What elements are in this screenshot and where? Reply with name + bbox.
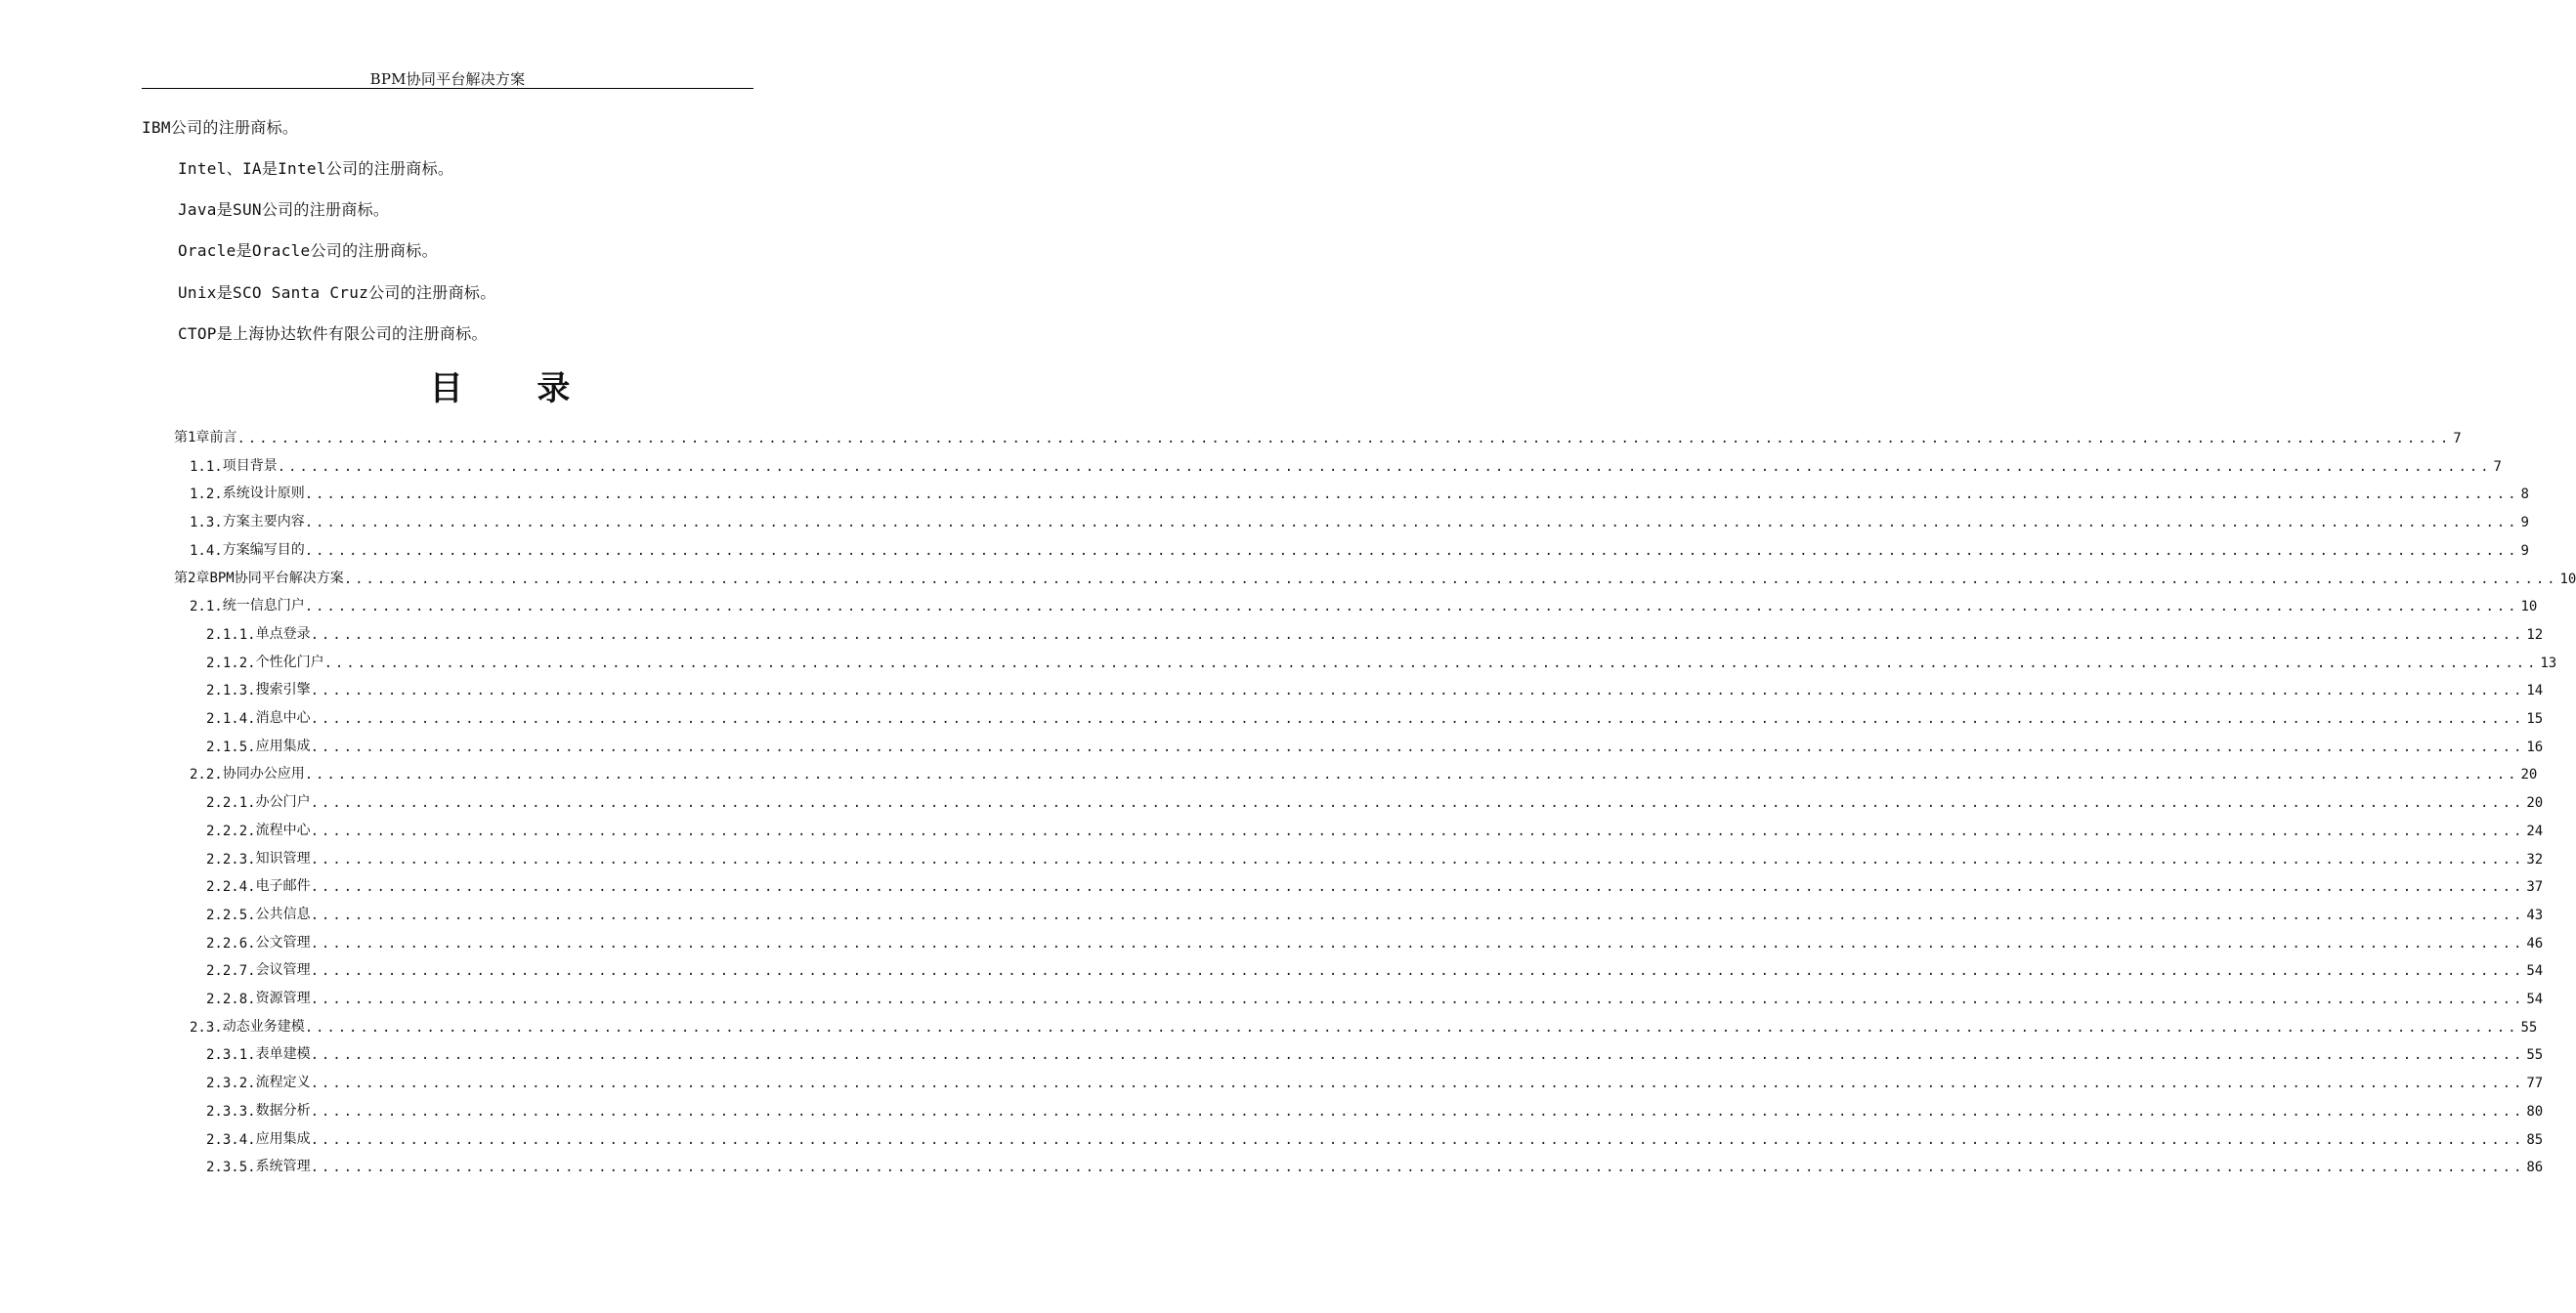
toc-entry-page: 15 bbox=[2526, 711, 2544, 727]
toc-entry-page: 85 bbox=[2526, 1131, 2544, 1148]
toc-dot-leader: ........................................................................................................................................................................................................ bbox=[323, 655, 2539, 671]
toc-dot-leader: ........................................................................................................................................................................................................ bbox=[277, 458, 2492, 475]
toc-dot-leader: ........................................................................................................................................................................................................ bbox=[304, 599, 2519, 615]
toc-entry-page: 37 bbox=[2526, 879, 2544, 896]
trademark-line: Oracle是Oracle公司的注册商标。 bbox=[178, 241, 438, 260]
toc-dot-leader: ........................................................................................................................................................................................................ bbox=[310, 935, 2525, 952]
trademark-line: Java是SUN公司的注册商标。 bbox=[178, 200, 390, 219]
toc-entry-number: 2.3. bbox=[190, 1019, 223, 1036]
toc-entry-title: 协同办公应用 bbox=[222, 766, 305, 783]
trademark-line: IBM公司的注册商标。 bbox=[142, 118, 299, 137]
toc-entry-page: 54 bbox=[2526, 963, 2544, 980]
toc-entry-number: 2.1. bbox=[190, 599, 223, 615]
toc-entry[interactable] bbox=[206, 871, 2544, 896]
toc-entry-title: 应用集成 bbox=[255, 1130, 311, 1147]
toc-entry-page: 9 bbox=[2520, 542, 2529, 559]
toc-entry[interactable] bbox=[206, 787, 2544, 812]
toc-entry[interactable] bbox=[190, 507, 2529, 531]
toc-entry-title: 项目背景 bbox=[222, 457, 278, 474]
toc-entry-title: 消息中心 bbox=[255, 710, 311, 726]
toc-dot-leader: ........................................................................................................................................................................................................ bbox=[304, 487, 2519, 503]
toc-entry-number: 2.2.8. bbox=[206, 992, 256, 1007]
toc-entry[interactable] bbox=[206, 703, 2544, 727]
toc-dot-leader: ........................................................................................................................................................................................................ bbox=[343, 571, 2558, 587]
toc-entry-number: 第1章 bbox=[174, 430, 210, 445]
toc-dot-leader: ........................................................................................................................................................................................................ bbox=[304, 542, 2519, 559]
toc-entry[interactable] bbox=[190, 591, 2538, 615]
toc-entry-page: 46 bbox=[2526, 935, 2544, 952]
toc-entry[interactable] bbox=[190, 479, 2529, 503]
toc-entry-title: 资源管理 bbox=[255, 991, 311, 1006]
toc-entry-number: 1.4. bbox=[190, 542, 223, 559]
toc-entry-number: 2.2.4. bbox=[206, 879, 256, 896]
toc-entry-page: 32 bbox=[2526, 851, 2544, 868]
toc-entry-number: 1.2. bbox=[190, 487, 223, 503]
header-divider bbox=[142, 88, 753, 89]
toc-entry[interactable] bbox=[206, 955, 2544, 980]
trademark-line: Unix是SCO Santa Cruz公司的注册商标。 bbox=[178, 283, 496, 302]
toc-entry-number: 2.2.2. bbox=[206, 823, 256, 839]
toc-entry-title: 系统管理 bbox=[255, 1159, 311, 1175]
toc-entry[interactable] bbox=[206, 1152, 2544, 1176]
toc-entry-title: 搜索引擎 bbox=[255, 682, 311, 699]
toc-entry-page: 10 bbox=[2520, 599, 2538, 615]
toc-entry-page: 20 bbox=[2520, 767, 2538, 784]
toc-entry[interactable] bbox=[206, 732, 2544, 755]
toc-entry-page: 14 bbox=[2526, 683, 2544, 699]
toc-entry[interactable] bbox=[206, 675, 2544, 699]
toc-dot-leader: ........................................................................................................................................................................................................ bbox=[304, 1019, 2519, 1036]
toc-entry-title: 方案主要内容 bbox=[222, 514, 305, 530]
toc-entry-title: 办公门户 bbox=[255, 794, 311, 811]
toc-entry-page: 43 bbox=[2526, 907, 2544, 923]
toc-dot-leader: ........................................................................................................................................................................................................ bbox=[310, 963, 2525, 980]
toc-entry[interactable] bbox=[206, 1068, 2544, 1092]
toc-dot-leader: ........................................................................................................................................................................................................ bbox=[310, 1131, 2525, 1148]
toc-entry-page: 12 bbox=[2526, 626, 2544, 643]
toc-entry-page: 54 bbox=[2526, 992, 2544, 1007]
toc-entry[interactable] bbox=[206, 844, 2544, 868]
toc-title: 目 录 bbox=[429, 369, 573, 408]
toc-dot-leader: ........................................................................................................................................................................................................ bbox=[310, 992, 2525, 1007]
toc-entry-number: 2.2.3. bbox=[206, 851, 256, 868]
toc-entry[interactable] bbox=[206, 1096, 2544, 1120]
toc-entry-number: 2.3.1. bbox=[206, 1047, 256, 1064]
toc-dot-leader: ........................................................................................................................................................................................................ bbox=[310, 739, 2525, 755]
toc-entry[interactable] bbox=[206, 1039, 2544, 1064]
toc-dot-leader: ........................................................................................................................................................................................................ bbox=[310, 907, 2525, 923]
toc-entry-title: 流程中心 bbox=[255, 822, 311, 838]
toc-entry[interactable] bbox=[190, 759, 2538, 784]
header-title: BPM协同平台解决方案 bbox=[369, 70, 526, 88]
toc-entry[interactable] bbox=[190, 1012, 2538, 1036]
toc-entry-title: 公共信息 bbox=[255, 906, 311, 922]
toc-dot-leader: ........................................................................................................................................................................................................ bbox=[310, 851, 2525, 868]
toc-entry-title: 前言 bbox=[209, 430, 237, 445]
toc-entry-title: 个性化门户 bbox=[255, 654, 324, 670]
toc-dot-leader: ........................................................................................................................................................................................................ bbox=[310, 823, 2525, 839]
toc-entry-page: 7 bbox=[2493, 458, 2502, 475]
toc-entry-number: 2.3.4. bbox=[206, 1131, 256, 1148]
toc-entry-page: 55 bbox=[2526, 1047, 2544, 1064]
toc-entry-page: 55 bbox=[2520, 1019, 2538, 1036]
toc-entry-title: 知识管理 bbox=[255, 850, 311, 867]
toc-entry-number: 第2章 bbox=[174, 570, 210, 586]
toc-dot-leader: ........................................................................................................................................................................................................ bbox=[310, 626, 2525, 643]
toc-entry-page: 24 bbox=[2526, 823, 2544, 839]
toc-entry-number: 1.3. bbox=[190, 515, 223, 531]
toc-entry-page: 8 bbox=[2520, 487, 2529, 503]
toc-entry-page: 16 bbox=[2526, 739, 2544, 755]
toc-entry[interactable] bbox=[206, 648, 2557, 671]
toc-dot-leader: ........................................................................................................................................................................................................ bbox=[310, 1103, 2525, 1120]
toc-dot-leader: ........................................................................................................................................................................................................ bbox=[310, 711, 2525, 727]
trademark-line: CTOP是上海协达软件有限公司的注册商标。 bbox=[178, 324, 488, 343]
toc-entry-title: 统一信息门户 bbox=[222, 598, 305, 614]
toc-entry-title: 动态业务建模 bbox=[222, 1018, 305, 1035]
toc-entry[interactable] bbox=[206, 900, 2544, 923]
toc-entry-title: 流程定义 bbox=[255, 1075, 311, 1091]
toc-entry-number: 2.3.3. bbox=[206, 1103, 256, 1120]
toc-entry[interactable] bbox=[206, 816, 2544, 839]
toc-entry-number: 2.1.1. bbox=[206, 626, 256, 643]
toc-entry-number: 2.3.2. bbox=[206, 1076, 256, 1092]
toc-entry-page: 9 bbox=[2520, 515, 2529, 531]
toc-entry-title: 公文管理 bbox=[255, 934, 311, 951]
toc-dot-leader: ........................................................................................................................................................................................................ bbox=[310, 1160, 2525, 1176]
toc-entry-title: 单点登录 bbox=[255, 625, 311, 642]
toc-entry[interactable] bbox=[174, 423, 2462, 446]
toc-entry[interactable] bbox=[206, 984, 2544, 1007]
toc-entry-title: 系统设计原则 bbox=[222, 486, 305, 502]
toc-entry-number: 2.1.5. bbox=[206, 739, 256, 755]
toc-entry-page: 86 bbox=[2526, 1160, 2544, 1176]
toc-entry-page: 20 bbox=[2526, 795, 2544, 812]
toc-entry[interactable] bbox=[206, 619, 2544, 643]
toc-entry-number: 2.1.4. bbox=[206, 711, 256, 727]
toc-entry-page: 80 bbox=[2526, 1103, 2544, 1120]
toc-dot-leader: ........................................................................................................................................................................................................ bbox=[304, 515, 2519, 531]
toc-dot-leader: ........................................................................................................................................................................................................ bbox=[304, 767, 2519, 784]
toc-entry-number: 2.2.5. bbox=[206, 907, 256, 923]
trademark-line: Intel、IA是Intel公司的注册商标。 bbox=[178, 159, 454, 178]
toc-entry-page: 77 bbox=[2526, 1076, 2544, 1092]
toc-entry-title: 表单建模 bbox=[255, 1046, 311, 1063]
toc-entry-title: 方案编写目的 bbox=[222, 541, 305, 558]
toc-entry[interactable] bbox=[174, 564, 2576, 587]
toc-entry-title: 会议管理 bbox=[255, 962, 311, 979]
toc-dot-leader: ........................................................................................................................................................................................................ bbox=[310, 683, 2525, 699]
toc-dot-leader: ........................................................................................................................................................................................................ bbox=[310, 795, 2525, 812]
toc-entry-number: 2.1.3. bbox=[206, 683, 256, 699]
toc-entry[interactable] bbox=[206, 928, 2544, 952]
toc-entry[interactable] bbox=[206, 1124, 2544, 1148]
toc-dot-leader: ........................................................................................................................................................................................................ bbox=[236, 431, 2452, 446]
toc-entry-number: 2.2.7. bbox=[206, 963, 256, 980]
toc-entry-number: 2.1.2. bbox=[206, 655, 256, 671]
toc-entry-title: 数据分析 bbox=[255, 1102, 311, 1119]
toc-entry-page: 10 bbox=[2559, 571, 2576, 587]
toc-entry[interactable] bbox=[190, 535, 2529, 559]
toc-entry[interactable] bbox=[190, 451, 2502, 475]
toc-dot-leader: ........................................................................................................................................................................................................ bbox=[310, 1047, 2525, 1064]
toc-entry-number: 2.2.1. bbox=[206, 795, 256, 812]
toc-dot-leader: ........................................................................................................................................................................................................ bbox=[310, 1076, 2525, 1092]
toc-entry-number: 2.2. bbox=[190, 767, 223, 784]
toc-entry-title: 应用集成 bbox=[255, 738, 311, 754]
toc-dot-leader: ........................................................................................................................................................................................................ bbox=[310, 879, 2525, 896]
toc-entry-number: 1.1. bbox=[190, 458, 223, 475]
toc-entry-title: 电子邮件 bbox=[255, 878, 311, 895]
toc-entry-number: 2.3.5. bbox=[206, 1160, 256, 1176]
toc-entry-number: 2.2.6. bbox=[206, 935, 256, 952]
toc-entry-title: BPM协同平台解决方案 bbox=[209, 570, 344, 586]
toc-entry-page: 13 bbox=[2540, 655, 2557, 671]
toc-entry-page: 7 bbox=[2453, 431, 2462, 446]
